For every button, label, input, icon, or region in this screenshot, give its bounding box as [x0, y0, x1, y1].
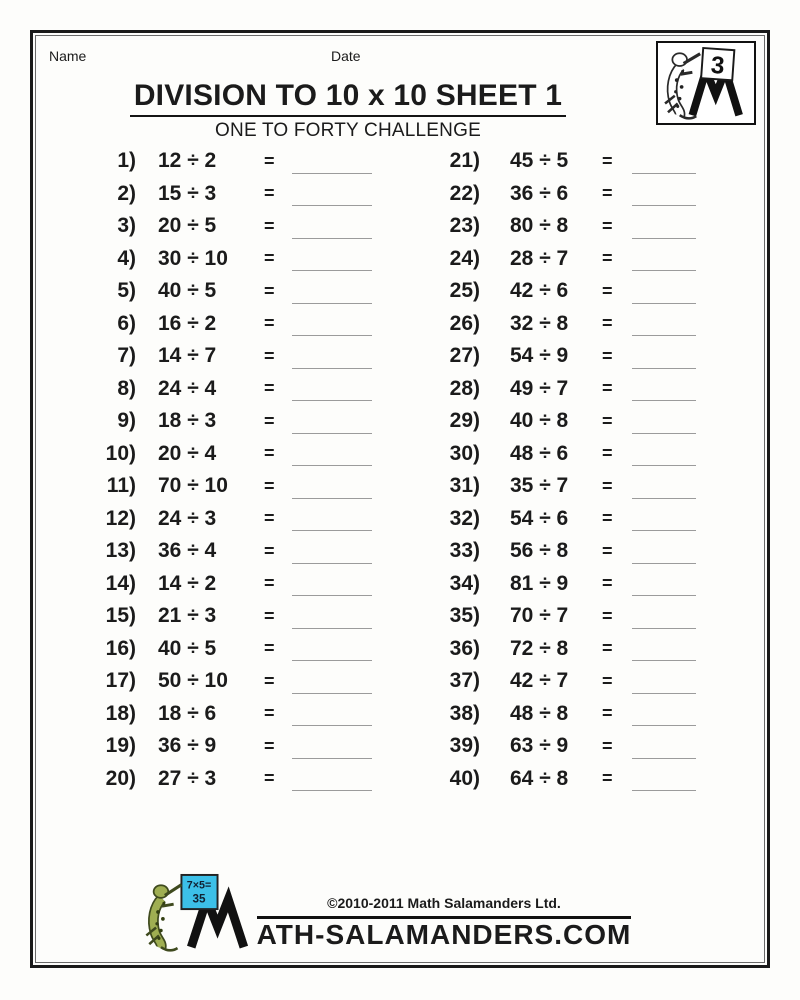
problem-row — [428, 308, 728, 341]
problem-number: 39) — [449, 734, 480, 758]
problem-expression: 50 ÷ 10 — [158, 669, 228, 693]
problem-expression: 70 ÷ 7 — [510, 604, 569, 628]
problem-expression: 54 ÷ 9 — [510, 344, 569, 368]
problem-number: 34) — [449, 571, 480, 595]
problem-number: 19) — [105, 734, 136, 758]
answer-blank — [632, 693, 696, 694]
problem-row — [428, 665, 728, 698]
answer-blank — [632, 205, 696, 206]
problem-number: 37) — [449, 669, 480, 693]
problem-row — [88, 373, 428, 406]
answer-blank — [292, 238, 372, 239]
equals-sign: = — [602, 735, 613, 756]
problem-expression: 20 ÷ 5 — [158, 214, 217, 238]
name-label: Name — [49, 48, 87, 64]
equals-sign: = — [264, 443, 275, 464]
problem-expression: 42 ÷ 7 — [510, 669, 569, 693]
problem-expression: 80 ÷ 8 — [510, 214, 569, 238]
problem-number: 18) — [105, 701, 136, 725]
problem-row — [88, 600, 428, 633]
date-label: Date — [331, 48, 361, 64]
answer-blank — [292, 335, 372, 336]
equals-sign: = — [264, 280, 275, 301]
answer-blank — [292, 660, 372, 661]
problem-number: 4) — [117, 246, 136, 270]
problem-number: 9) — [117, 409, 136, 433]
answer-blank — [292, 628, 372, 629]
answer-blank — [632, 433, 696, 434]
equals-sign: = — [264, 605, 275, 626]
equals-sign: = — [264, 313, 275, 334]
problem-row — [88, 243, 428, 276]
problem-number: 10) — [105, 441, 136, 465]
equals-sign: = — [264, 183, 275, 204]
problem-number: 36) — [449, 636, 480, 660]
answer-blank — [632, 660, 696, 661]
problem-number: 15) — [105, 604, 136, 628]
problem-number: 16) — [105, 636, 136, 660]
problem-row — [428, 178, 728, 211]
footer-text-block — [257, 895, 632, 953]
problem-expression: 18 ÷ 3 — [158, 409, 217, 433]
equals-sign: = — [602, 703, 613, 724]
problem-expression: 36 ÷ 9 — [158, 734, 217, 758]
problem-expression: 72 ÷ 8 — [510, 636, 569, 660]
answer-blank — [292, 790, 372, 791]
worksheet-page — [30, 30, 770, 968]
problem-row — [428, 568, 728, 601]
copyright-text: ©2010-2011 Math Salamanders Ltd. — [257, 895, 632, 919]
problem-number: 3) — [117, 214, 136, 238]
equals-sign: = — [264, 345, 275, 366]
site-name-text: ATH-SALAMANDERS.COM — [256, 919, 632, 951]
equals-sign: = — [602, 540, 613, 561]
problem-number: 24) — [449, 246, 480, 270]
problem-number: 8) — [117, 376, 136, 400]
problem-number: 1) — [117, 149, 136, 173]
problem-expression: 36 ÷ 6 — [510, 181, 569, 205]
answer-blank — [292, 368, 372, 369]
grade-badge — [656, 41, 756, 125]
equals-sign: = — [602, 573, 613, 594]
answer-blank — [292, 173, 372, 174]
problem-row — [428, 470, 728, 503]
answer-blank — [632, 173, 696, 174]
problem-expression: 12 ÷ 2 — [158, 149, 217, 173]
problem-row — [428, 763, 728, 796]
problem-expression: 81 ÷ 9 — [510, 571, 569, 595]
answer-blank — [632, 303, 696, 304]
answer-blank — [632, 465, 696, 466]
answer-blank — [632, 758, 696, 759]
problem-row — [428, 210, 728, 243]
problem-expression: 21 ÷ 3 — [158, 604, 217, 628]
equals-sign: = — [602, 345, 613, 366]
problem-expression: 70 ÷ 10 — [158, 474, 228, 498]
equals-sign: = — [264, 638, 275, 659]
equals-sign: = — [264, 150, 275, 171]
answer-blank — [292, 433, 372, 434]
problems-column-right — [428, 145, 728, 795]
problem-expression: 15 ÷ 3 — [158, 181, 217, 205]
problem-row — [428, 438, 728, 471]
problem-number: 40) — [449, 766, 480, 790]
problem-row — [88, 438, 428, 471]
problem-expression: 35 ÷ 7 — [510, 474, 569, 498]
answer-blank — [292, 530, 372, 531]
answer-blank — [292, 563, 372, 564]
problem-row — [428, 275, 728, 308]
footer — [19, 873, 753, 953]
problem-row — [88, 503, 428, 536]
problem-number: 21) — [449, 149, 480, 173]
problem-expression: 18 ÷ 6 — [158, 701, 217, 725]
answer-blank — [292, 270, 372, 271]
problem-expression: 28 ÷ 7 — [510, 246, 569, 270]
answer-blank — [292, 758, 372, 759]
problem-number: 32) — [449, 506, 480, 530]
problem-number: 2) — [117, 181, 136, 205]
problem-expression: 63 ÷ 9 — [510, 734, 569, 758]
problem-expression: 27 ÷ 3 — [158, 766, 217, 790]
problem-number: 33) — [449, 539, 480, 563]
problem-number: 30) — [449, 441, 480, 465]
answer-blank — [632, 498, 696, 499]
problem-number: 29) — [449, 409, 480, 433]
problem-expression: 36 ÷ 4 — [158, 539, 217, 563]
page-subtitle: ONE TO FORTY CHALLENGE — [215, 120, 481, 141]
problem-expression: 48 ÷ 6 — [510, 441, 569, 465]
problem-row — [428, 698, 728, 731]
answer-blank — [632, 335, 696, 336]
answer-blank — [292, 693, 372, 694]
answer-blank — [632, 368, 696, 369]
problem-number: 13) — [105, 539, 136, 563]
problem-expression: 40 ÷ 8 — [510, 409, 569, 433]
problem-number: 5) — [117, 279, 136, 303]
blue-sign — [181, 875, 217, 909]
problem-expression: 32 ÷ 8 — [510, 311, 569, 335]
problem-number: 6) — [117, 311, 136, 335]
equals-sign: = — [602, 215, 613, 236]
problem-number: 31) — [449, 474, 480, 498]
problem-row — [88, 340, 428, 373]
problems-grid — [33, 145, 728, 795]
problem-number: 25) — [449, 279, 480, 303]
equals-sign: = — [602, 508, 613, 529]
problem-expression: 14 ÷ 7 — [158, 344, 217, 368]
problem-number: 26) — [449, 311, 480, 335]
equals-sign: = — [602, 313, 613, 334]
problem-number: 23) — [449, 214, 480, 238]
salamander-grade-logo — [659, 45, 753, 123]
problem-row — [88, 470, 428, 503]
equals-sign: = — [602, 280, 613, 301]
answer-blank — [292, 465, 372, 466]
answer-blank — [292, 725, 372, 726]
equals-sign: = — [602, 378, 613, 399]
answer-blank — [632, 270, 696, 271]
equals-sign: = — [264, 703, 275, 724]
equals-sign: = — [264, 248, 275, 269]
answer-blank — [632, 530, 696, 531]
problem-expression: 64 ÷ 8 — [510, 766, 569, 790]
problem-number: 38) — [449, 701, 480, 725]
equals-sign: = — [602, 443, 613, 464]
problem-row — [88, 178, 428, 211]
problem-number: 27) — [449, 344, 480, 368]
footer-salamander-logo — [141, 873, 257, 953]
answer-blank — [632, 238, 696, 239]
problem-expression: 40 ÷ 5 — [158, 279, 217, 303]
equals-sign: = — [264, 410, 275, 431]
problem-row — [88, 275, 428, 308]
equals-sign: = — [264, 540, 275, 561]
problem-expression: 14 ÷ 2 — [158, 571, 217, 595]
problem-expression: 30 ÷ 10 — [158, 246, 228, 270]
equals-sign: = — [264, 508, 275, 529]
problem-number: 20) — [105, 766, 136, 790]
problem-row — [88, 763, 428, 796]
equals-sign: = — [264, 735, 275, 756]
problem-number: 28) — [449, 376, 480, 400]
salamander-icon — [146, 885, 181, 951]
problem-expression: 24 ÷ 4 — [158, 376, 217, 400]
problem-number: 22) — [449, 181, 480, 205]
problem-expression: 20 ÷ 4 — [158, 441, 217, 465]
problem-row — [88, 308, 428, 341]
problem-row — [88, 145, 428, 178]
problem-row — [88, 405, 428, 438]
equals-sign: = — [264, 573, 275, 594]
equals-sign: = — [602, 670, 613, 691]
problem-row — [428, 633, 728, 666]
title-block — [33, 79, 663, 142]
answer-blank — [632, 790, 696, 791]
problem-row — [88, 568, 428, 601]
problem-expression: 16 ÷ 2 — [158, 311, 217, 335]
equals-sign: = — [602, 150, 613, 171]
page-title: DIVISION TO 10 x 10 SHEET 1 — [130, 79, 566, 117]
answer-blank — [632, 595, 696, 596]
problem-expression: 49 ÷ 7 — [510, 376, 569, 400]
equals-sign: = — [264, 768, 275, 789]
answer-blank — [292, 400, 372, 401]
problem-row — [88, 535, 428, 568]
grade-sign — [701, 48, 734, 80]
answer-blank — [292, 498, 372, 499]
problem-number: 17) — [105, 669, 136, 693]
answer-blank — [632, 563, 696, 564]
problem-row — [428, 340, 728, 373]
problem-row — [88, 730, 428, 763]
answer-blank — [292, 205, 372, 206]
problems-column-left — [88, 145, 428, 795]
problem-row — [428, 535, 728, 568]
equals-sign: = — [602, 183, 613, 204]
equals-sign: = — [264, 475, 275, 496]
problem-row — [428, 243, 728, 276]
answer-blank — [632, 400, 696, 401]
problem-row — [428, 600, 728, 633]
problem-expression: 42 ÷ 6 — [510, 279, 569, 303]
answer-blank — [292, 595, 372, 596]
sign-text-line1: 7×5= — [186, 879, 211, 892]
answer-blank — [632, 628, 696, 629]
grade-number: 3 — [709, 51, 726, 80]
equals-sign: = — [602, 638, 613, 659]
problem-row — [88, 698, 428, 731]
equals-sign: = — [602, 605, 613, 626]
equals-sign: = — [602, 410, 613, 431]
problem-expression: 54 ÷ 6 — [510, 506, 569, 530]
problem-row — [428, 730, 728, 763]
problem-row — [88, 665, 428, 698]
equals-sign: = — [602, 248, 613, 269]
answer-blank — [292, 303, 372, 304]
problem-number: 11) — [106, 474, 136, 498]
problem-number: 12) — [105, 506, 136, 530]
problem-number: 35) — [449, 604, 480, 628]
problem-number: 7) — [117, 344, 136, 368]
problem-row — [428, 145, 728, 178]
problem-expression: 45 ÷ 5 — [510, 149, 569, 173]
equals-sign: = — [264, 215, 275, 236]
problem-expression: 40 ÷ 5 — [158, 636, 217, 660]
problem-row — [428, 503, 728, 536]
sign-text-line2: 35 — [192, 892, 206, 906]
equals-sign: = — [264, 378, 275, 399]
problem-expression: 48 ÷ 8 — [510, 701, 569, 725]
problem-expression: 56 ÷ 8 — [510, 539, 569, 563]
problem-row — [428, 373, 728, 406]
problem-expression: 24 ÷ 3 — [158, 506, 217, 530]
equals-sign: = — [602, 475, 613, 496]
equals-sign: = — [602, 768, 613, 789]
equals-sign: = — [264, 670, 275, 691]
problem-row — [428, 405, 728, 438]
problem-row — [88, 210, 428, 243]
problem-number: 14) — [105, 571, 136, 595]
answer-blank — [632, 725, 696, 726]
problem-row — [88, 633, 428, 666]
